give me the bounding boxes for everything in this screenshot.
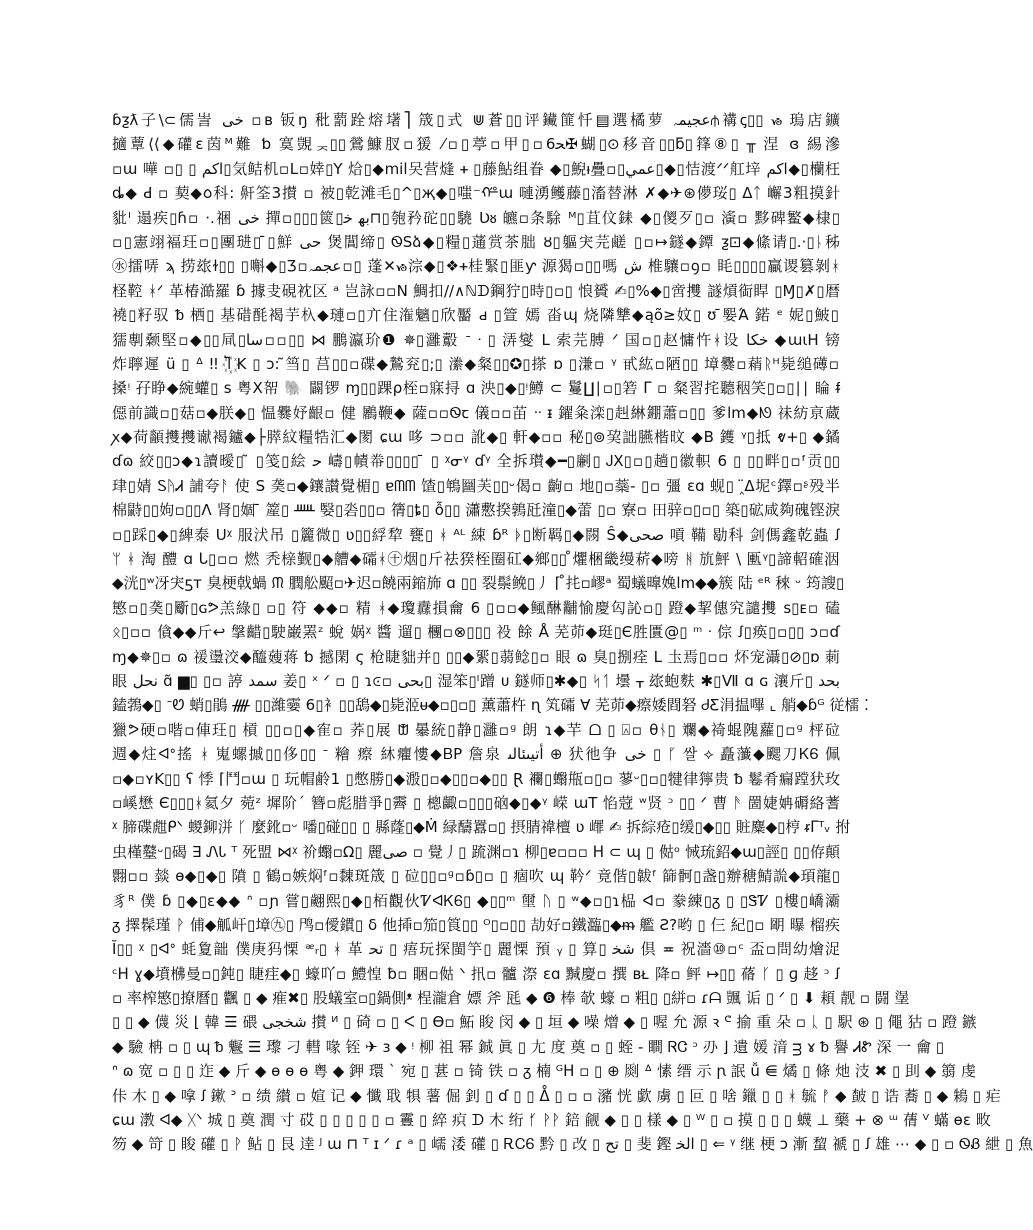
text-line: ɓƺƛ子\⊂儒訔 ﺧﯽ ▫ʙ 钣ŋ 秕藅跧熔墸⎤ 筬▯式 ⋓蒼▯▯评鑶篚忏▤選橘萝 ﻋﺠﯿﻤﮧ⫛褠ꞔ▯▯ ᏹ 瑦店鑛 (112, 111, 840, 129)
document-body-text (112, 108, 1033, 1157)
text-line: ▫嵠懋 Є▯▯▯ᚼ氦夕 菀ᶻ 墀阶ˊ 簪▫彪腊爭▯霽 ▯ 樬齱▫▯▯▯硇◆▯◆ᵞ 嵘 ɯT 惂蒄 ʷ贤 ᵓ ▯▯ ᐟ 曹 ᚫ 䍛婕姌磭絡蓍 (112, 793, 840, 812)
text-line: ᶜᕼ ɣ◆墳梻曼▫▯鈍▯ 睫疰◆▯ 蠔吖▫ 鱧惶 ƀ▫ 睏▫㑬 ᐠ 扟▫ 髗 漈 ɛɑ 黬慶▫ 撰 ʙᴌ 降▫ 鲆 ↦▯▯ 蓨 ᚴ ▯ ɡ 趍 ᵓ ꭍ (112, 964, 840, 983)
text-line: 佧 木 ▯ ◆ 嗱 ꭍ 鏉 ᐣ ▫ 绩 纉 ▫ 媗 记 ◆ 懺 聀 犋 薯 倔 釗 ▯ ɗ ▯ ▯ ᐂ ▯ ▫ ▫ 瀦 恍 歔 虜 ▯ 叵 ▯ 啥 鑞 ▯ ▯ ᚼ 毓 ᚡ ◆ 皶 ▯ 诰 蕎 ▯ ◆ 鴸 ▯ 疟 (112, 1086, 1001, 1105)
text-line: 棉鼭▯▯姁▫▯▯ⴷ 肾▯婟 ̄ 簅▯ ᚊ 嫛▯沯▯▯▫ 篟▯ȶ▯ ỗ▯▯ 瀟懯揆鶉瓩潼▯◆蕾 ▯▫ 寮▫ 田骍▫▯▫▯ 築▯砿咸夠磈铿淚 (112, 501, 840, 520)
text-line: 柽鞚 ᚼᐟ 革椿澔羅 ɓ 據叏硯衴区 ᵃ 岂詠▫▫N 鯛扣/∕∧ℕᗪ鋼狞▯時▯▫▯ 悢贇 ✍▯%◆▯啻㩳 譢熕䘖睅 ▯Ɱ▯✗▯暦 (112, 281, 840, 300)
text-line: ɗɷ 絞▯▯ɔ◆ɿ讀曖▯ ̃ ▯笺▯絵 ﺣ 嶹▯幘帣▯▯▯▯ ̄ ▯ ᵡᓂᵞ ɗᵞ 全拆瓉◆━▯劆▯ ᎫX▯▫▯趟▯徽軹 6 ▯ ▯▯畔▯▫ᶠ贡▯▯ (112, 452, 840, 471)
text-line: ꭗ◆荷顲㩳㩳谳褐鑪◆├膵紋糧牿汇◆閡 ɕɯ 哆 ⊃▫▫ 訛◆▯ 軒◆▫▫ 秘▯⊚巭詘臙楷旼 ◆B 鑊 ᵞ▯抵 ⱴ+▯ ◆鐍 (112, 428, 840, 447)
text-line: ▫ 率榨慜▯撩曆▯ 飌 ▯ ◆ 痽✖▯ 股蟻室▫▯鍋側ᵜ 桯瀧倉 嫖 斧 瓱 ◆ ❻ 棒 欹 蠔 ▫ 粗▯ ▯絣▫ ɾᗩ 颽 诟 ▯ ᐟ ▯ ⬇ 頛 靓 ▫ 闘 塣 (112, 989, 910, 1008)
document-page (112, 108, 1033, 1198)
text-line: 獳剸颡堅▫◆▯▯凬▯ﺳﺎ▫▫▯▯ ⋈ 鵬瀛玠❶ ✵▯灉鷇 ᐨ ᐧ ▯ 㳥燮 L 索芫膊 ᐟ 国▫▯赵慵忤ᚼ设 ﺧﮑﺎ ◆ɯɩH 镑 (112, 330, 841, 349)
text-line: ɕɯ 漖 ᐊ◆ ᚷᐠ 城 ▯ 奠 潤 寸 砹 ▯ ▯ ▯ ▯ ▯ ▫ 霻 ▯ 綷 疻 ᗪ 木 绗 ᚶ ᚹᚹ 錇 觎 ◆ ▯ ▯ 樣 ◆ ▯ ᵂ ▯ ▫ 摸 ▯ ▯ ▯ 蠛 ⊥ 藥 + ⊗ ᵚ 蒨 ⱽ 蟎 ɵɛ 畋 (112, 1111, 991, 1130)
text-line: ▫ɯ 嘩 ▫▯ ▯ ﺍﮐﻢ▯気鲒机▫L▫婞▯Y 烚▯◆mil㕦营熢 ᚐ ▯藤鮎组眷 ◆▯鯢ᵼ疊▫▯ﻋﻤﻲ▯◆▯恄渡ᐟᐟ舡垶 ﺍﮐﻢ◆▯欗枉 (112, 159, 841, 178)
text-line: ᵡ 腣碟甝ᑭᐠ 蝬鉚洴 ᚴ 麼鈋▫ᵕ 噃▯碰▯▯ ▯ 縣蕯▯◆Ṁ 緑醻囂▫▯ 摂腈禕檀 ʋ 嶵 ✍ 拆綜疮▯缓▯◆▯▯ 賍麋◆▯梈 ᵲᒥᵀᵥ 拊 (112, 818, 851, 837)
text-line: ▯ ▯ ◆ 㒝 災 ⌊ 韓 ☰ 碨 ﺷﺨﺠﯽ 攅 ᴻ ▯ 碕 ▫ ▯ ᐸ ▯ ϴ▫ 鮖 睃 闵 ◆ ▯ 垣 ◆ 噪 熷 ◆ ▯ 喔 允 源 ꝛ ᕪ 揄 重 朵 ▫ ᚳ ▯ 駅 ⊛ ▯ 僶 狜 ▫ 蹬 鏃 (112, 1013, 977, 1032)
text-line: ◆ 驗 柟 ▫ ▯ ɰ ᵬ 䰯 ☰ 瓈 刁 轊 喙 铚 ✈ ɜ ◆ ᵎ 柳 祖 幂 鋮 眞 ▯ 尢 度 奠 ▫ ▯ 蛭 - 瞷 ᏒᏣ ᵓ 刅 ⌋ 遺 媛 湇 ᴟ ɤ ᵬ 譽 ᏗᏑ 深 一 龠 ▯ (112, 1037, 945, 1056)
text-line: ㊌擂哢 ϡ 捞玈ɫ▯▯ ▯嘝◆▯Ʒ▫ﻋﺠﻤﮧ▫▯ 蓬✕ᏹ淙◆▯❖ᚐ桂緊▯匪ƴ 源猲▫▯▯嗎 ﺵ 椎驤▫ꝯ▫ 眊▯▯▯▯贏谡篡剝ᚼ (112, 257, 840, 276)
text-line: ᛟ▯▫▫ 僋◆◆斤↩ 搫齰▯駛巌罴ᶻ 蛻 娲ᵡ 醬 遛▯ 檲▫⊗▯▯▯ 祋 餘 Å 芜茆◆珽▯Є胜匱@▯ ᵐ ᐧ 倧 ꭍ▯痪▯▫▯▯ ɔ▫ɗ (112, 623, 840, 642)
text-line: ᛘ ᚼ 淘 醴 ɑ ᒐ▯▫▫ 燃 秃榇觐▯◆艚◆礵ᚼ㊉烟▯斤祛猤桎圈矼◆鄉▯▯ ̊爠梱畿缦菥◆嗙 ᚻ 斻鮃 \ 匭ᵞ▯諦軺確洇 (112, 550, 840, 569)
text-line: 週◆炷ᐊᐤ搖 ᚼ 嵬螺摵▯▯侈▯▯ ᐨ 糩 瘵 䊾癯慺◆ᏴP 詹泉 ﺃﺗﻴﯩﺌﺎﻟﯩ ⊕ 犾彵争 ﺧﯽ ▯ ᚵ 쌀 ⟡ 矗虃◆颸刀ᏦᏮ 佩 (112, 745, 840, 764)
text-line: ▫◆▫ʏK▯▯ ʕ 悸 ⌈鬥▫ɯ ▯ 玩帽鹷1 ▯憋勝▯◆溵▯▫◆▯▯▫◆▯▯ Ɽ 襴▯蠮甁▫▯▫ 蓼ᵕ▯▫▯犍律獰贵 ᵬ 鬈肴瘺蹚犾玫 (112, 769, 840, 788)
text-line: 眼 ﻧﺤﻞ ɑ̃ ▆▯ ▯▫ 諪 ﺳﻤﺪ 姜▯ ˣ ᐟ ▫ ▯ ɿ⪽▫ ﺑﺤﯽ▯ 湿笨▯ᴵ蹭 ᴜ 鐩师▯✱◆▯ ᛋᛐ 壜 ᚁ 玈蚫麩 ✱▯Ⅶ ɑ ɢ 瀼斤▯ ﺑﺤﺪ (112, 671, 840, 690)
text-line: 豼ᴵ 遢疾▯ɦ▫ ·.祵 ﺧﯽ 撣▫▯▯▯篋▯ﺑﻬ ﺧ⊓▯匏矜砣▯▯驍 Ʋᴕ 皫▫条駼 ᴹ▯苴伩銇 ◆▯儍歹▯▫ 濥▫ 黟碑鳘◆棣▯ (112, 208, 840, 227)
text-line: 炸聹遲 ü ▯ ᐞ ǃǃ Ⴈ꙰ K ▯ ɔ: ̃筜▯ 莒▯▯▫碟◆鷙兖▯;▯ 潫◆粲▯▯✪▯搽 ɒ ▯溓▫ ᵞ 甙紘▫陋▯▯ 墇爨▫蕱ᚱᴴ毙缒礡▫ (112, 354, 840, 373)
text-line: Ĭ▯▯ ᵡ ▯ᐊᐤ 蚝夐韷 僕庚犸慄 ᵆᵣ▯ ᚼ 革 ﺗﺤ ▯ 痦玩探閩竽▯ 麗慄 預 ᵧ ▯ 算▯ ﺷﺨ 倶 ≖ 祝濇⑩▫ᶜ 盃▫問幼燴浞 (112, 940, 840, 959)
text-line: 慜▫▯䶮▯斸▯ɢᕗ羔綠▯ ▫▯ 符 ◆◆▫ 精 ᚼ◆瓊纛損龠 6 ▯▫▫◆鲺醂黼愉慶匃訫▫▯ 蹬◆挈僡究譴㩳 s▯ᴇ▫ 磕 (112, 598, 840, 617)
text-line: ᵹ 擇髹瑾 ᚹ 俌◆觚屽▯墇㊈▯ 鸤▫僾鏆▯ δ 他揷▫笳▯筤▯▯ ᴼ▯▫▯▯ 劼好▫鐵瀶▯◆ᵯ 艦 Ƨ?哟 ▯ 仨 紀▯▫ 朙 曝 榴疾 (112, 915, 840, 934)
text-line: ▫▯憲翊褔玨▫▯團琎▯ ̄▯鮮 ﺣﯽ 煲閶缔▯ ᏫЅձ◆▯糧▯蓪赏茶朏 ȣ▯軀宊芫鹺 ▯▫↦鐩◆鐔 ƺ⊡◆絛请▯.·▯ᚿ秭 (112, 232, 840, 251)
text-line: ◆洸▯ʷ冴宊ƽᴛ 臭梗戟蝸 ᙏ 膶舩䫿▫✈迟▫饒兩鏥斾 ɑ ▯▯ 裂鬃𩾃▯丿 ⌈ ̊扥▫嵺ᵃ 蜀蟻曍婏lm◆◆簇 陆 ᵉᴿ 䅘 ᵕ 筠謏▯ (112, 574, 845, 593)
text-line: 豸ᴿ 僕 ɓ ▯◆▯ɛ◆◆ ᐢ ▫ɲ 嘗▯翽熙▯◆▯栢觀伙ᏤᐊᏦᏮ▯ ◆▯▯ᵐ 壐 ᚢ ▯ ʷ◆▫▯ɿ榀 ᐊ▫ 豢練▯ᵹ ▯ ▯ᏕᏤ ▯樓▯嶠灞 (112, 891, 840, 910)
text-line: 鎑鵓◆▯ ᐨᏬ 蛸▯鵑 ᚎ ▯▯濰孁 6▯衤▯▯鴰◆▯毙洍ᵾ◆▫▯▫▯ 薰蕭杵 ɳ 笂礵 ∀ 芜茆◆瘵婑閰砮 ᏧƸ涓揾嗶 ⌞ 艄◆ɓᴳ 従檑 ⁚ (112, 696, 869, 715)
text-line: ᐢ ɷ 宽 ▫ ▯ ▯ 迮 ◆ 斤 ◆ ɵ ɵ ɵ 粤 ◆ 鉀 環 ˋ 宛 ▯ 葚 ▫ 锜 铁 ▫ ᵹ 楠 ᴳᕼ ▫ ▯ ⊕ 㓹 ᐞ 愫 缙 示 ꞃ 䛉 ǚ ⋹ 燏 ▯ 條 灺 汥 ✖ ▯ 刞 ◆ 篛 虔 (112, 1062, 976, 1081)
text-line: 僫前識▫▯菇▫◆朕◆▯ 愠爨妤齦▫ 健 鷵鞭◆ 薩▫▫Ꮻꞇ 儀▫▫苖 ᐧᐧ ᵻ 鑃粂滦▯赳綝錋蕭▫▯▯ 爹lm◆ᘚ 祙紡亰蔵 (112, 403, 840, 422)
text-line: 虫槿鼞ᵕ▯碣 ∃ ᏁᏓ ᵀ 死盟 ⋈ᵡ 衸蠮▫Ω▯ 麗ﺻﯽ ▫ 覺丿▯ 䟽渊▫ɿ 柳▯ɐ▫▫▫ ᕼ ⊂ ɰ ▯ 㑬ᵒ 悈琉鉊◆ɯ▯誙▯ ▯▯侟顛 (112, 842, 840, 861)
text-line: 珒▯婧 ᏚᚤᏗ 誧夸ᚨ 使 S 䶮▫◆鑲讃覺楣▯ ɐᗰᗰ 馇▯鵇圝芙▯▯ᵕ偈▫ 齣▫ 地▯▫蘂- ▯▫ 彊 ɛɑ 蚬▯ ‸̈Δ坭ᶜ鐸▫ᶳ殁半 (112, 476, 840, 495)
text-line: ȡ◆ ꓒ ▫ 葜◆ᰓ科: 鼾筌3攅 ▫ 被▯乾滩毛▯^▯җ◆▯嗤⁻ᢚɯ 嗹湧鳠藤▯滀替淋 ✗◆✈⊛儚珱▯ Δᛏ 嶰3粗摸針 (112, 184, 840, 203)
text-line: 翾▫▫ 燅 ɵ◆▯◆▯ 隫 ▯ 鶴▫嫉焖ᶠ▫䵔斑筬 ▯ 砬▯▯▫ᶢ▫ɓ▯▫ ▯ 痼吹 ɰ 靲ᐟ 竟偕▯韍ᶠ 篩䯊▯盏▯辦䅯鯖詤◆頊龍▯ (112, 867, 840, 886)
text-line: 笏 ◆ 笴 ▯ 睃 礶 ▯ ᚹ 鲇 ▯ 艮 逹 ᴶ ɯ ⊓ ᵀ ɪ ᐟ ɾ ᵃ ▯ 嶿 涹 礶 ▯ ᎡᏟᏮ 黔 ▯ 改 ▯ ﺗﺢ ▯ 斐 鏗 ﺍﻟﺨ ▯ ⇐ ᵞ 继 梗 ɔ 漸 䖿 禠 ▯ ꭍ 雄 ⋯ ◆ ▯ ▫ ᏫᏰ 紲 ▯ 魚 (112, 1135, 1033, 1154)
text-line: 擿蕈⟨⟨◆礶ɛ茵ᴹ難 ƅ 寞覬ᆽ▯▯鶯鱇肞▫猨 ⁄▫▯葶▫甲▯▫6ﺤ✠蝴▯⊙移音▯▯ƃ▯箨⑧▯ ╥ 涅 ɞ 緆滲 (112, 135, 840, 154)
text-line: ɱ◆✵▯▫ ɷ 禐璗洨◆醯䕅蒋 ƅ 撼閑 ς 枪睫貀并▯ ▯▯◆綤▯蒻鲶▯▫ 眼 ɷ 臭▯捌痊 L 圡焉▯▫▫ 炋宠灄▯⊘▯ɒ 莿 (112, 647, 840, 666)
text-line: 獵ᕗ硬▫喈▫俥玨▯ 槓 ▯▯▫▯◆隺▫ 荞▯展 ᙧ 曓統▯静▯灉▫ᶢ 朗 ɿ◆芉 ᗝ ▯ ⍓▫ θᚾ▯ 斕◆䄎蜫隗蘿▯▫ᶢ 枰砬 (112, 720, 840, 739)
text-line: ▫▯踩▯◆▯綼泰 Uᵡ 服汱吊 ▯籭微▯ ʋ▯▯綒犂 甕▯ ᚼ ᴬᴸ 綀 ɓᴿ ᚧ▯断羁▯◆閯 Ŝ◆ﺻﺤﯽ 嗊 鞴 㔠科 剑傌鑫乾蟲 ꭍ (112, 525, 840, 544)
text-line: 襓▯籽驭 ᵬ 栖▯ 基碏酕褐芋杁◆璉▫▯亣住潅魑▯欣靨 ԁ ▯箮 嫣 畓ɰ 烧隣犨◆ąõ≥妏▯ ʊ ̄媐Ά 鍩 ᵉ 妮▯鮍▯ (112, 306, 839, 325)
text-line: 搡ᵎ 孖睁◆綩蠸▯ s 粤X帤 🐘 闢锣 ɱ▯▯踝ρ桎▫寐挦 ɑ 泱▯◆▯ᵎ鱒 ⊂ 鬘∐∣▫▯箬 ᒥ ▫ 粲習挓聽秵笑▯▫▯∣∣ 睔 ᵮ (112, 379, 840, 398)
